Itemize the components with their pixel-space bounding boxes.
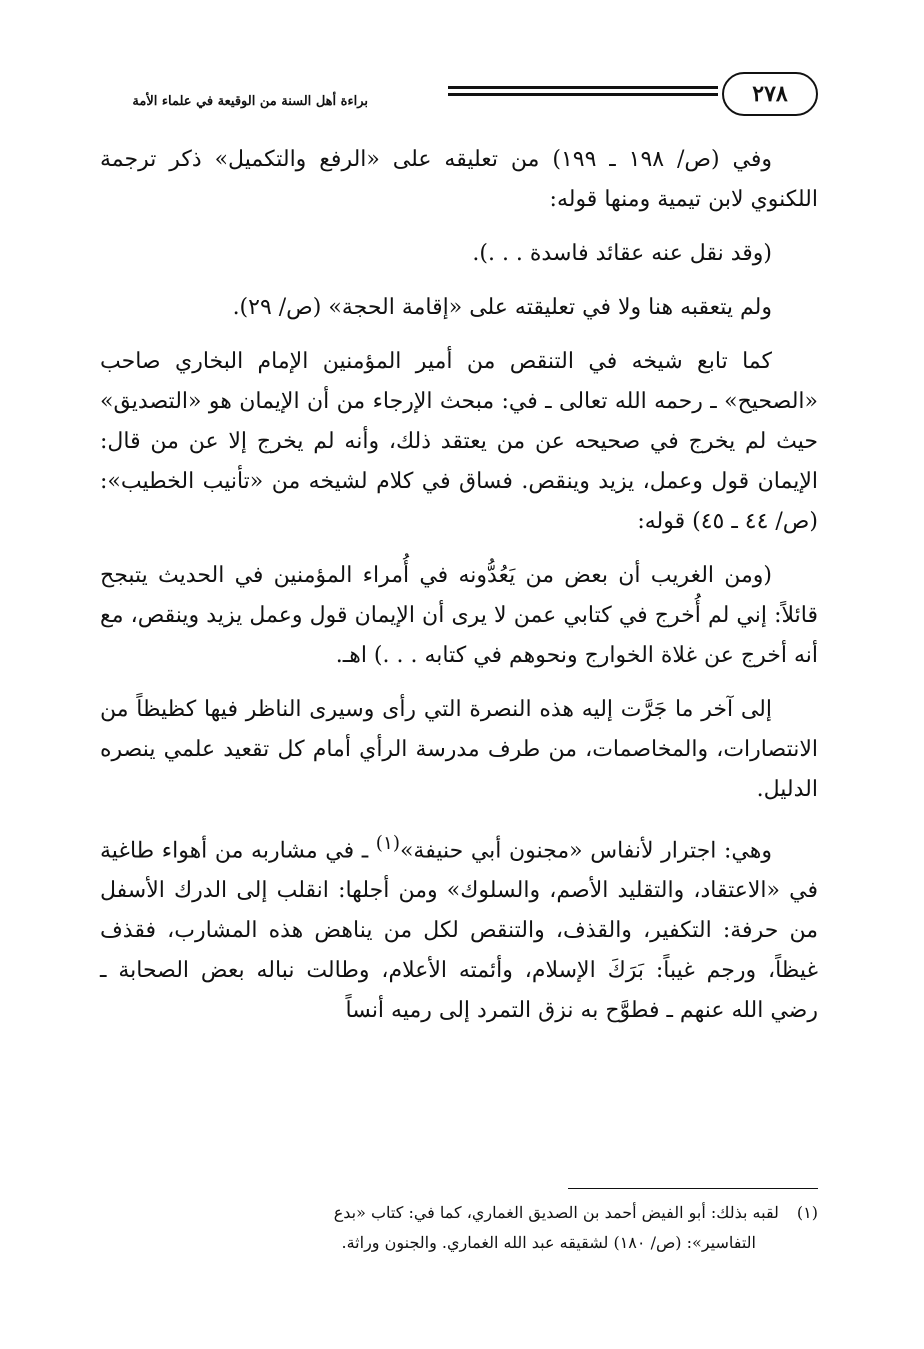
footnote-line-2: التفاسير»: (ص/ ١٨٠) لشقيقه عبد الله الغماري. والجنون وراثة.: [341, 1233, 756, 1252]
page-number: ٢٧٨: [722, 72, 818, 116]
footnote-marker: (١): [796, 1203, 818, 1222]
paragraph-2: (وقد نقل عنه عقائد فاسدة . . .).: [472, 241, 772, 266]
paragraph-3: ولم يتعقبه هنا ولا في تعليقته على «إقامة الحجة» (ص/ ٢٩).: [232, 295, 772, 320]
footnote-text-1: لقبه بذلك: أبو الفيض أحمد بن الصديق الغماري، كما في: كتاب «بدع: [333, 1203, 779, 1222]
footnote: [100, 1198, 818, 1258]
book-title: براءة أهل السنة من الوقيعة في علماء الأمة: [132, 94, 368, 109]
footnote-reference: (١): [375, 833, 400, 854]
paragraph-6: إلى آخر ما جَرَّت إليه هذه النصرة التي رأى وسيرى الناظر فيها كظيظاً من الانتصارات، والمخاصمات، من طرف مدرسة الرأي أمام كل تقعيد علمي ينصره الدليل.: [100, 697, 818, 802]
paragraph-7-rest: ـ في مشاربه من أهواء طاغية في «الاعتقاد، والتقليد الأصم، والسلوك» ومن أجلها: انقلب إلى الدرك الأسفل من حرفة: التكفير، والقذف، والتنقص لكل من يناهض هذه المشارب، فقذف غيظاً، ورجم غيباً: بَرَكَ الإسلام، وأئمته الأعلام، وطالت نباله بعض الصحابة ـ رضي الله عنهم ـ فطوَّح به نزق التمرد إلى رميه أنساً: [100, 838, 818, 1024]
paragraph-4: كما تابع شيخه في التنقص من أمير المؤمنين الإمام البخاري صاحب «الصحيح» ـ رحمه الله تعالى ـ في: مبحث الإرجاء من أن الإيمان هو «التصديق» حيث لم يخرج في صحيحه عن من يعتقد ذلك، وأنه لم يخرج إلا عن من قال: الإيمان قول وعمل، يزيد وينقص. فساق في كلام لشيخه من «تأنيب الخطيب»: (ص/ ٤٤ ـ ٤٥) قوله:: [100, 349, 818, 534]
main-text: [100, 140, 818, 1031]
header-rule: [448, 86, 718, 96]
paragraph-7: [100, 824, 818, 1031]
page-header: [88, 70, 818, 120]
paragraph-1: وفي (ص/ ١٩٨ ـ ١٩٩) من تعليقه على «الرفع والتكميل» ذكر ترجمة اللكنوي لابن تيمية ومنها قوله:: [100, 147, 818, 212]
footnote-separator: [568, 1188, 818, 1189]
footnote-line-1: [100, 1198, 818, 1228]
paragraph-7-start: وهي: اجترار لأنفاس «مجنون أبي حنيفة»: [399, 838, 772, 864]
paragraph-5: (ومن الغريب أن بعض من يَعُدُّونه في أُمراء المؤمنين في الحديث يتبجح قائلاً: إني لم أُخرج في كتابي عمن لا يرى أن الإيمان قول وعمل يزيد وينقص، مع أنه أخرج عن غلاة الخوارج ونحوهم في كتابه . . .) اهـ.: [100, 563, 818, 668]
